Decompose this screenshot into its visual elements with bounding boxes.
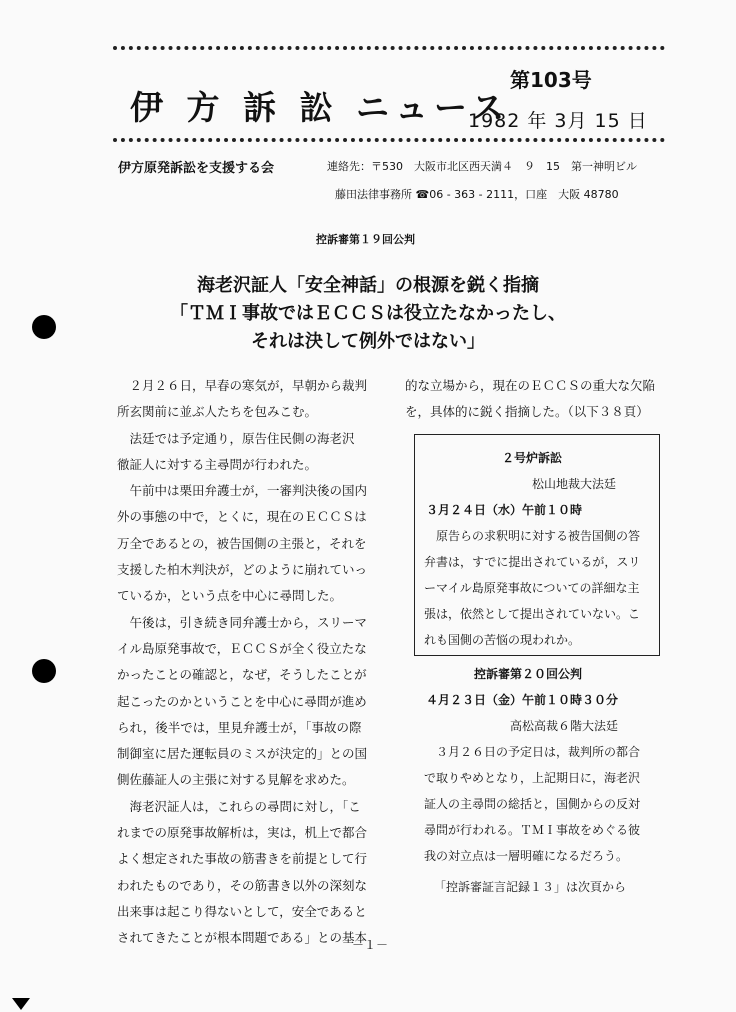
body-line: イル島原発事故で，ＥＣＣＳが全く役立たな [117,640,367,656]
body-line: されてきたことが根本問題である」との基本 [117,930,368,946]
body-line: 午後は，引き続き同弁護士から，スリーマ [117,614,368,630]
body-line: 所玄関前に並ぶ人たちを包みこむ。 [117,404,318,420]
case2-datetime: ４月２３日（金）午前１０時３０分 [426,693,619,707]
contact-address: 連絡先：〒530 大阪市北区西天満４ ９ 15 第一神明ビル [327,160,637,173]
contact-phone-account: 藤田法律事務所 ☎06 - 363 - 2111，口座 大阪 48780 [335,188,619,201]
case2-content [424,661,640,869]
headline-line-2: 「ＴＭＩ事故ではＥＣＣＳは役立たなかったし、 [170,303,566,324]
hearing-schedule-content [424,445,640,653]
box-body-line: 証人の主尋問の総括と，国側からの反対 [424,797,641,811]
body-line: われたものであり，その筋書き以外の深刻な [117,877,368,893]
body-line: を，具体的に鋭く指摘した。（以下３８頁） [405,404,649,420]
article-left-column [117,373,367,952]
headline-line-1: 海老沢証人「安全神話」の根源を鋭く指摘 [197,275,539,296]
body-line: 起こったのかということを中心に尋問が進め [117,693,367,709]
body-line: 万全であるとの，被告国側の主張と，それを [117,535,367,551]
case1-datetime: ３月２４日（水）午前１０時 [426,503,583,517]
organization-name: 伊方原発訴訟を支援する会 [118,161,275,176]
body-line: 側佐藤証人の主張に対する見解を求めた。 [117,772,355,788]
body-line: 制御室に居た運転員のミスが決定的」との国 [117,746,368,762]
headline-line-3: それは決して例外ではない」 [251,331,485,352]
box-body-line: 張は，依然として提出されていない。こ [424,607,641,621]
newsletter-title: 伊 方 訴 訟 ニュース [130,88,511,127]
body-line: 出来事は起こり得ないとして，安全であると [117,903,367,919]
page-number: －１－ [352,938,389,952]
body-line: よく想定された事故の筋書きを前提として行 [117,851,368,867]
box-body-line: ３月２６日の予定日は，裁判所の都合 [424,745,641,759]
body-line: 法廷では予定通り，原告住民側の海老沢 [117,430,355,446]
box-body-line: ーマイル島原発事故についての詳細な主 [424,581,640,595]
box-body-line: で取りやめとなり，上記期日に，海老沢 [424,771,641,785]
section-label: 控訴審第１９回公判 [316,233,415,246]
case1-court: 松山地裁大法廷 [532,477,617,491]
body-line: 外の事態の中で，とくに，現在のＥＣＣＳは [117,509,367,525]
box-body-line: 我の対立点は一層明確になるだろう。 [424,849,629,863]
masthead-dotted-rule [113,138,665,142]
punch-hole-lower [32,659,56,683]
issue-date: 1982 年 3月 15 日 [468,110,648,132]
body-line: 支援した柏木判決が，どのように崩れていっ [117,562,368,578]
body-line: 午前中は栗田弁護士が，一審判決後の国内 [117,483,368,499]
punch-hole-upper [32,315,56,339]
top-dotted-rule [113,46,665,50]
box-body-line: 弁書は，すでに提出されているが，スリ [424,555,641,569]
corner-mark [12,998,30,1010]
body-line: 的な立場から，現在のＥＣＣＳの重大な欠陥 [405,378,656,393]
body-line: かったことの確認と，なぜ，そうしたことが [117,667,367,683]
issue-number: 第103号 [510,68,592,92]
body-line: 徹証人に対する主尋問が行われた。 [117,456,318,472]
body-line: れまでの原発事故解析は，実は，机上で都合 [117,825,368,841]
body-line: ２月２６日，早春の寒気が，早朝から裁判 [117,378,368,393]
case2-court: 高松高裁６階大法廷 [510,719,619,733]
body-line: 海老沢証人は，これらの尋問に対し，「こ [117,798,361,814]
box-body-line: 尋問が行われる。ＴＭＩ事故をめぐる彼 [424,823,641,837]
case2-title: 控訴審第２０回公判 [474,667,583,681]
box-body-line: れも国側の苦悩の現われか。 [424,633,581,647]
article-right-column [405,373,655,426]
body-line: ているか，という点を中心に尋問した。 [117,588,343,604]
case1-title: ２号炉訴訟 [502,451,563,465]
next-page-note: 「控訴審証言記録１３」は次頁から [434,880,627,894]
body-line: られ，後半では，里見弁護士が，「事故の際 [117,719,362,735]
box-body-line: 原告らの求釈明に対する被告国側の答 [424,529,641,543]
